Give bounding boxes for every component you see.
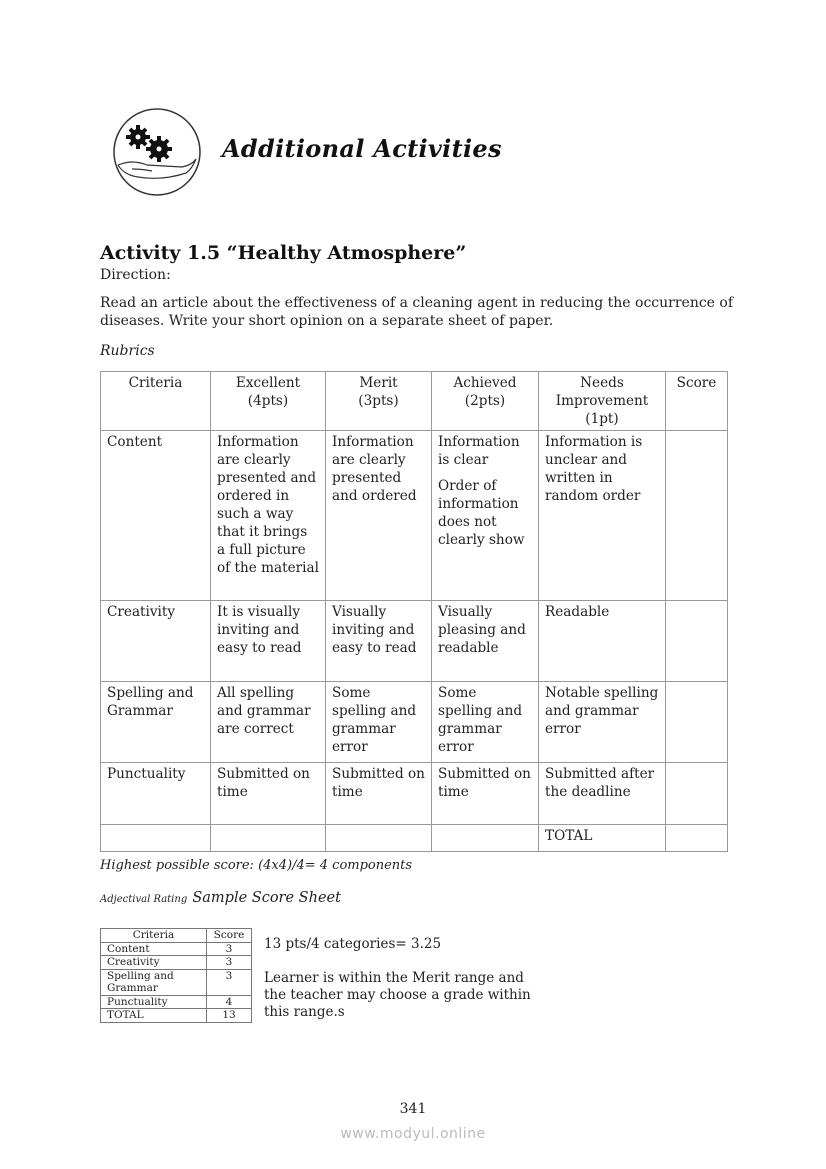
rubric-header-cell: Merit (3pts) bbox=[326, 372, 432, 431]
rubric-cell bbox=[666, 825, 728, 852]
section-title: Additional Activities bbox=[222, 134, 502, 163]
score-value-cell: 13 bbox=[207, 1009, 252, 1023]
rubric-cell bbox=[326, 825, 432, 852]
rubric-cell bbox=[432, 825, 539, 852]
rubric-row bbox=[101, 431, 728, 601]
rubric-row bbox=[101, 763, 728, 825]
rubric-cell bbox=[211, 763, 326, 825]
rubric-cell bbox=[539, 763, 666, 825]
rubric-cell bbox=[211, 825, 326, 852]
rubric-cell-text: Visually inviting and easy to read bbox=[332, 604, 417, 656]
rubric-cell bbox=[432, 601, 539, 682]
rubric-criteria-cell: Creativity bbox=[101, 601, 211, 682]
rubrics-label: Rubrics bbox=[100, 343, 155, 359]
rubric-cell bbox=[539, 431, 666, 601]
highest-score-note: Highest possible score: (4x4)/4= 4 components bbox=[100, 858, 413, 873]
rubric-cell bbox=[539, 682, 666, 763]
rubric-cell bbox=[666, 682, 728, 763]
rubric-cell bbox=[666, 763, 728, 825]
instructions-text: Read an article about the effectiveness of a cleaning agent in reducing the occurrence of diseases. Write your short opinion on a separate sheet of paper. bbox=[100, 295, 734, 329]
score-criteria-cell: Spelling and Grammar bbox=[101, 969, 207, 995]
rubric-cell bbox=[211, 601, 326, 682]
score-header-cell: Score bbox=[207, 929, 252, 943]
score-header-cell: Criteria bbox=[101, 929, 207, 943]
rubric-cell bbox=[666, 431, 728, 601]
page-number: 341 bbox=[399, 1101, 427, 1117]
score-row bbox=[101, 956, 252, 970]
rubric-cell-text: Notable spelling and grammar error bbox=[545, 685, 659, 737]
score-value-cell: 3 bbox=[207, 956, 252, 970]
rubric-header-cell: Criteria bbox=[101, 372, 211, 431]
gears-hand-logo-icon bbox=[112, 107, 202, 197]
score-sheet-label bbox=[100, 887, 341, 906]
score-criteria-cell: Creativity bbox=[101, 956, 207, 970]
score-calculation: 13 pts/4 categories= 3.25 bbox=[264, 936, 442, 952]
rubric-cell-text: All spelling and grammar are correct bbox=[217, 685, 311, 737]
score-criteria-cell: TOTAL bbox=[101, 1009, 207, 1023]
score-sheet-table bbox=[100, 928, 252, 1023]
score-row bbox=[101, 942, 252, 956]
score-explanation: Learner is within the Merit range and the teacher may choose a grade within this range.s bbox=[264, 970, 531, 1020]
rubric-cell-text: Submitted on time bbox=[217, 766, 310, 800]
rubric-row bbox=[101, 601, 728, 682]
activity-title: Activity 1.5 “Healthy Atmosphere” bbox=[100, 242, 467, 264]
rubric-header-cell: Excellent (4pts) bbox=[211, 372, 326, 431]
sample-score-sheet-label: Sample Score Sheet bbox=[192, 890, 341, 906]
rubric-header-cell: Needs Improvement (1pt) bbox=[539, 372, 666, 431]
rubric-cell-text: Order of information does not clearly show bbox=[438, 478, 525, 548]
rubric-cell bbox=[666, 601, 728, 682]
rubric-cell bbox=[326, 431, 432, 601]
score-header-row bbox=[101, 929, 252, 943]
rubric-table bbox=[100, 371, 728, 852]
rubric-header-row bbox=[101, 372, 728, 431]
score-value-cell: 4 bbox=[207, 995, 252, 1009]
rubric-cell bbox=[326, 763, 432, 825]
rubric-cell bbox=[539, 825, 666, 852]
rubric-header-cell: Achieved (2pts) bbox=[432, 372, 539, 431]
score-criteria-cell: Punctuality bbox=[101, 995, 207, 1009]
rubric-cell-text: Submitted on time bbox=[332, 766, 425, 800]
rubric-cell-text: Information are clearly presented and ordered in such a way that it brings a full picture of the material bbox=[217, 434, 319, 576]
rubric-row bbox=[101, 682, 728, 763]
rubric-row bbox=[101, 825, 728, 852]
rubric-cell bbox=[326, 601, 432, 682]
score-value-cell: 3 bbox=[207, 969, 252, 995]
rubric-cell bbox=[211, 682, 326, 763]
rubric-cell-text: It is visually inviting and easy to read bbox=[217, 604, 302, 656]
rubric-cell bbox=[432, 763, 539, 825]
rubric-criteria-cell: Punctuality bbox=[101, 763, 211, 825]
rubric-cell-text: Information is clear bbox=[438, 434, 520, 468]
rubric-cell-text: TOTAL bbox=[545, 828, 593, 844]
rubric-cell-text: Visually pleasing and readable bbox=[438, 604, 526, 656]
score-criteria-cell: Content bbox=[101, 942, 207, 956]
rubric-header-cell: Score bbox=[666, 372, 728, 431]
rubric-cell-text: Some spelling and grammar error bbox=[332, 685, 417, 755]
rubric-cell bbox=[432, 682, 539, 763]
rubric-cell-text: Information are clearly presented and ordered bbox=[332, 434, 417, 504]
rubric-criteria-cell: Content bbox=[101, 431, 211, 601]
rubric-cell bbox=[211, 431, 326, 601]
watermark: www.modyul.online bbox=[340, 1126, 486, 1142]
direction-label: Direction: bbox=[100, 267, 171, 283]
rubric-cell-text: Readable bbox=[545, 604, 610, 620]
rubric-cell-text: Some spelling and grammar error bbox=[438, 685, 523, 755]
rubric-criteria-cell bbox=[101, 825, 211, 852]
rubric-cell-text: Information is unclear and written in random order bbox=[545, 434, 643, 504]
score-row bbox=[101, 995, 252, 1009]
rubric-cell bbox=[326, 682, 432, 763]
score-row bbox=[101, 969, 252, 995]
rubric-cell-text: Submitted on time bbox=[438, 766, 531, 800]
rubric-cell bbox=[432, 431, 539, 601]
adjectival-rating-label: Adjectival Rating bbox=[100, 894, 188, 905]
rubric-cell bbox=[539, 601, 666, 682]
rubric-criteria-cell: Spelling and Grammar bbox=[101, 682, 211, 763]
rubric-cell-text: Submitted after the deadline bbox=[545, 766, 655, 800]
score-value-cell: 3 bbox=[207, 942, 252, 956]
score-row bbox=[101, 1009, 252, 1023]
